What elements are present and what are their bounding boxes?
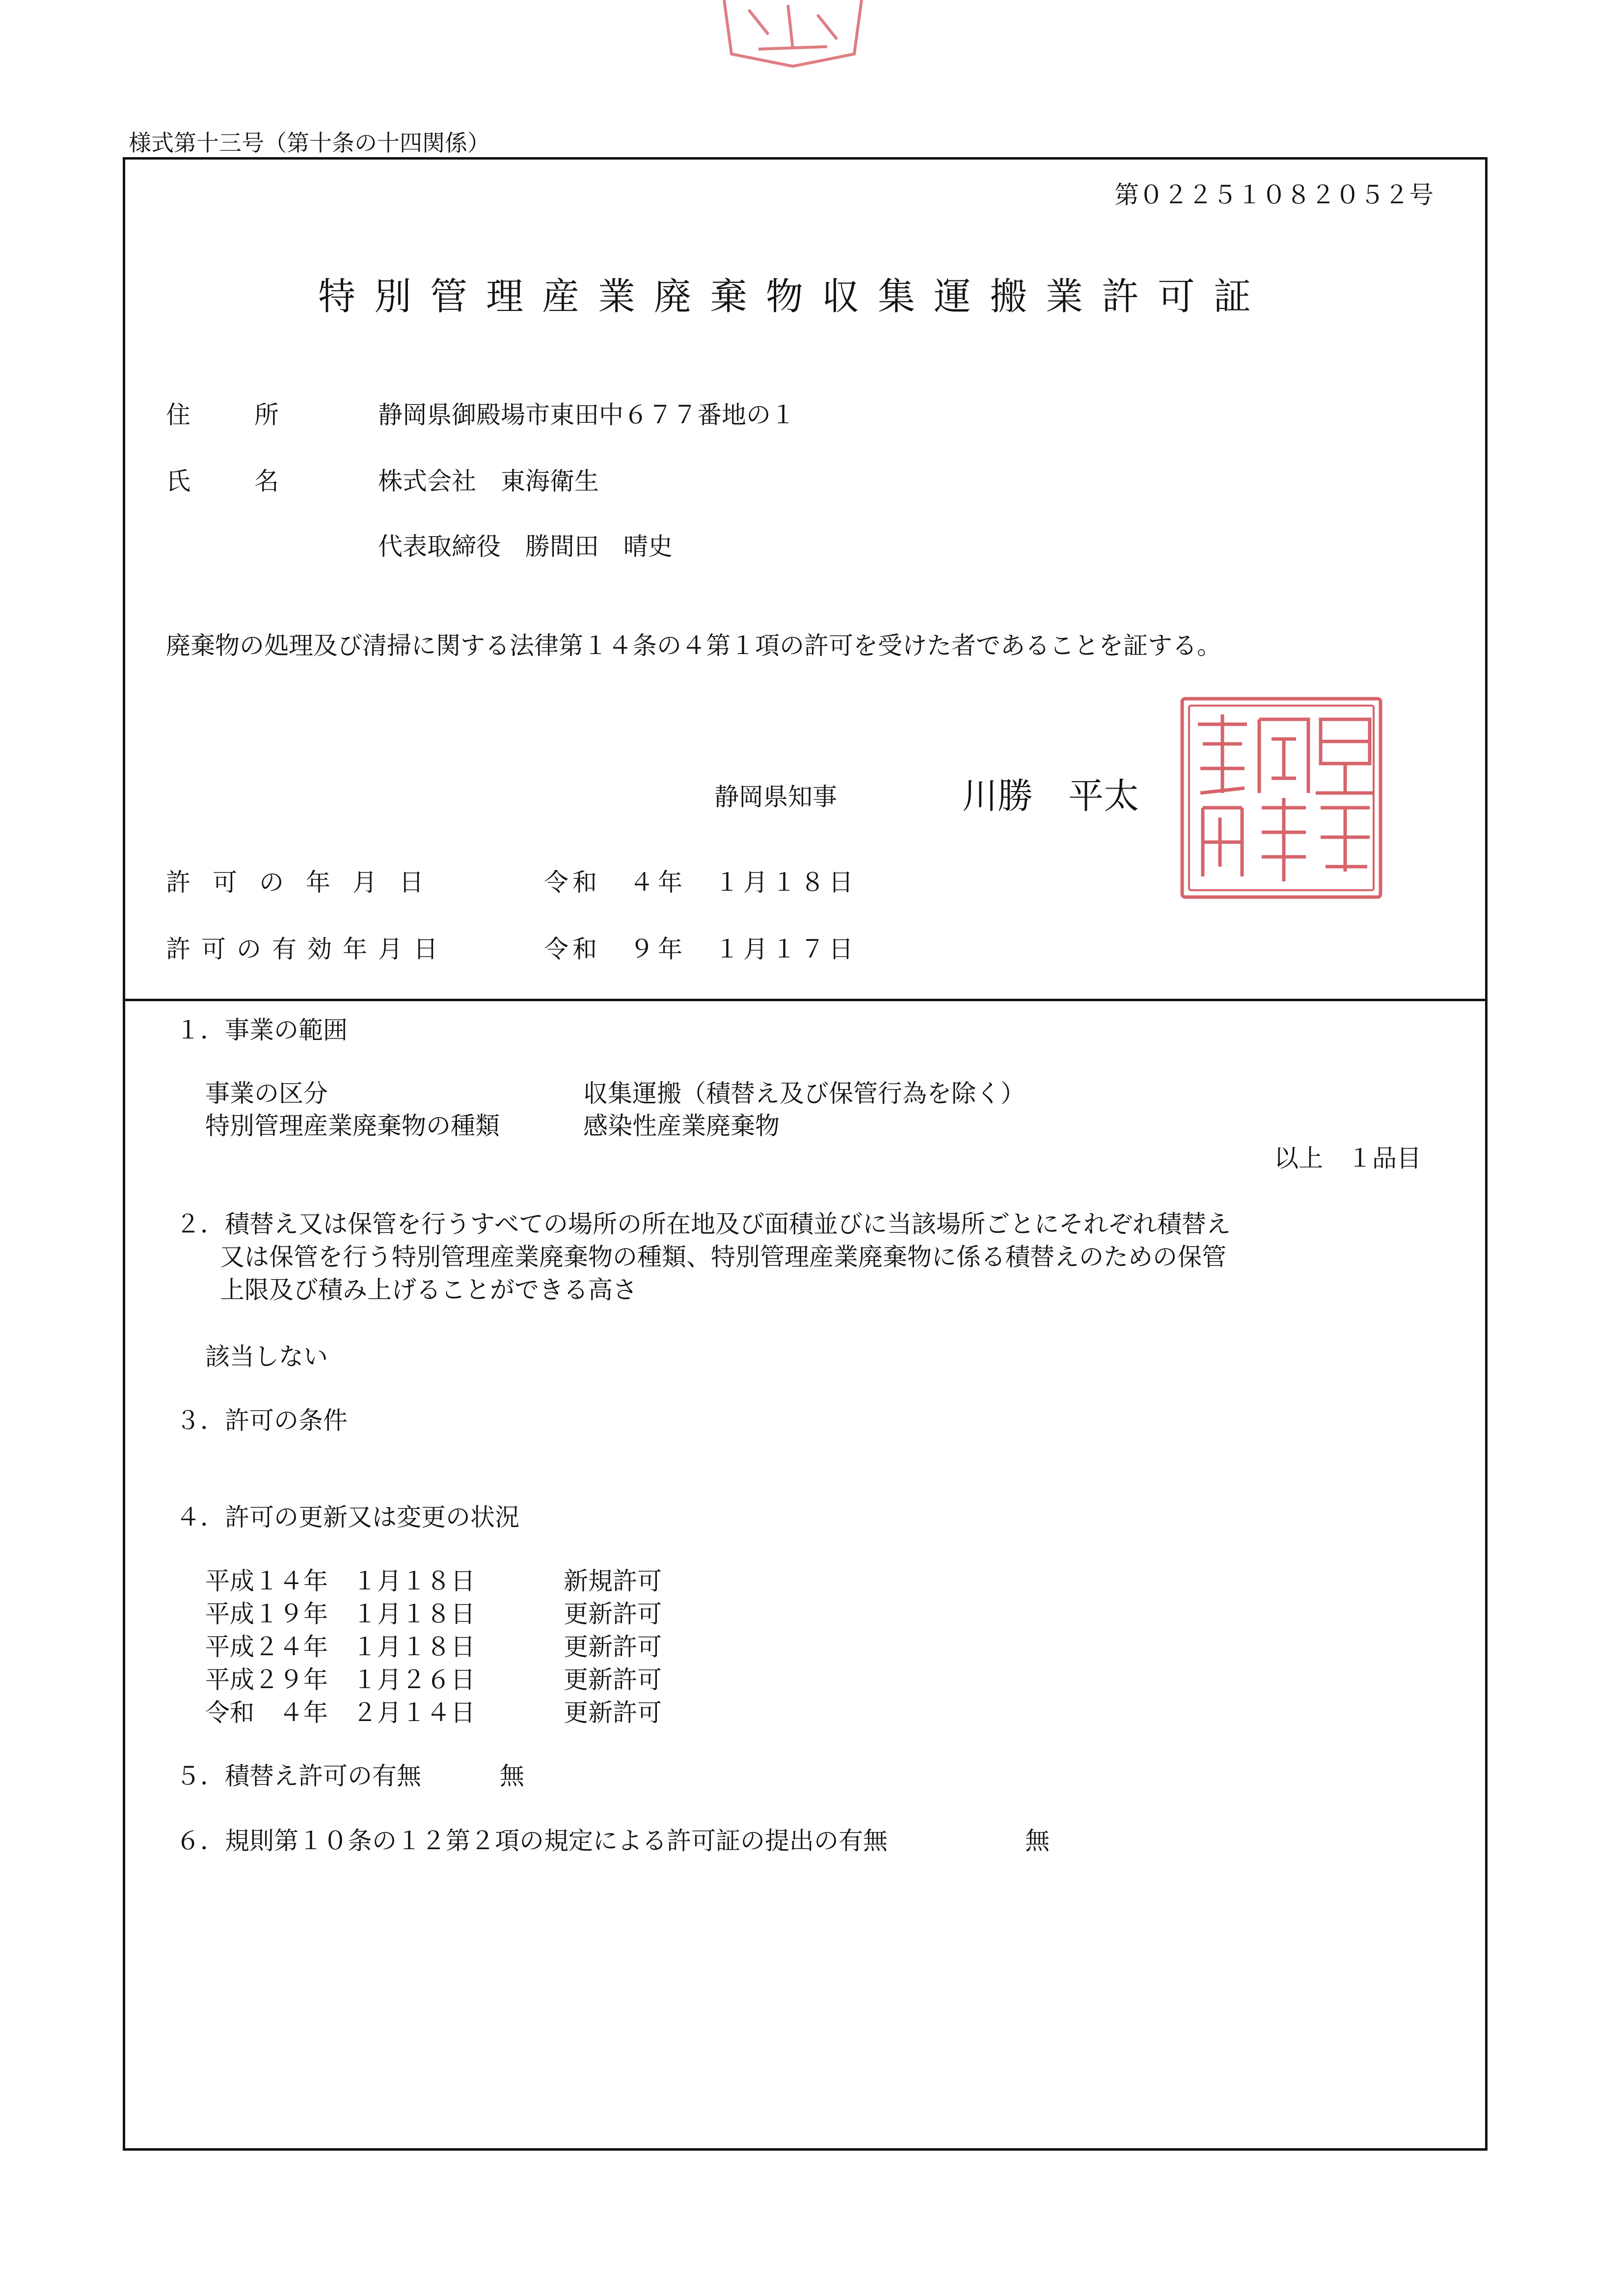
section2-heading-line: 上限及び積み上げることができる高さ: [220, 1276, 637, 1304]
permit-date-label: 許可の年月日: [166, 868, 446, 897]
history-date: 平成２９年 １月２６日: [205, 1666, 475, 1694]
section1-total: 以上 １品目: [1274, 1144, 1421, 1173]
section1-row-label: 事業の区分: [205, 1079, 328, 1108]
section3-heading: ３．許可の条件: [176, 1406, 348, 1435]
address-value: 静岡県御殿場市東田中６７７番地の１: [378, 401, 795, 429]
section1-row-value: 収集運搬（積替え及び保管行為を除く）: [583, 1079, 1025, 1108]
history-date: 平成１９年 １月１８日: [205, 1600, 475, 1628]
section2-value: 該当しない: [205, 1342, 328, 1371]
section5-heading: ５．積替え許可の有無: [176, 1762, 421, 1790]
company-name: 株式会社 東海衛生: [378, 467, 599, 495]
section2-heading-line: 又は保管を行う特別管理産業廃棄物の種類、特別管理産業廃棄物に係る積替えのための保管: [220, 1243, 1226, 1271]
history-status: 更新許可: [564, 1666, 662, 1694]
issuer-title: 静岡県知事: [714, 783, 837, 811]
expiry-date-value: 令和 ９年 １月１７日: [544, 935, 857, 963]
issuer-name: 川勝 平太: [962, 775, 1139, 817]
permit-date-value: 令和 ４年 １月１８日: [544, 868, 857, 897]
governor-seal-stamp: [1173, 690, 1389, 908]
section4-heading: ４．許可の更新又は変更の状況: [176, 1503, 519, 1531]
name-label: 氏 名: [166, 467, 298, 495]
section1-heading: １．事業の範囲: [176, 1016, 348, 1044]
section5-value: 無: [500, 1762, 524, 1790]
history-status: 更新許可: [564, 1698, 662, 1727]
expiry-date-label: 許可の有効年月日: [166, 935, 449, 963]
history-date: 平成１４年 １月１８日: [205, 1567, 475, 1595]
page-title: 特別管理産業廃棄物収集運搬業許可証: [318, 274, 1270, 318]
history-status: 更新許可: [564, 1633, 662, 1661]
history-date: 平成２４年 １月１８日: [205, 1633, 475, 1661]
section-divider: [123, 999, 1488, 1001]
section6-value: 無: [1025, 1827, 1050, 1855]
top-seal-stamp: [719, 0, 866, 69]
form-label: 様式第十三号（第十条の十四関係）: [129, 130, 490, 156]
section2-heading-line: ２．積替え又は保管を行うすべての場所の所在地及び面積並びに当該場所ごとにそれぞれ積替え: [176, 1210, 1231, 1238]
address-label: 住 所: [166, 401, 298, 429]
section1-row-value: 感染性産業廃棄物: [583, 1112, 780, 1140]
section1-row-label: 特別管理産業廃棄物の種類: [205, 1112, 500, 1140]
history-date: 令和 ４年 ２月１４日: [205, 1698, 475, 1727]
history-status: 更新許可: [564, 1600, 662, 1628]
history-status: 新規許可: [564, 1567, 662, 1595]
representative-name: 代表取締役 勝間田 晴史: [378, 532, 673, 561]
section6-heading: ６．規則第１０条の１２第２項の規定による許可証の提出の有無: [176, 1827, 888, 1855]
permit-number: 第０２２５１０８２０５２号: [1114, 181, 1434, 209]
certification-text: 廃棄物の処理及び清掃に関する法律第１４条の４第１項の許可を受けた者であることを証する。: [166, 631, 1221, 660]
